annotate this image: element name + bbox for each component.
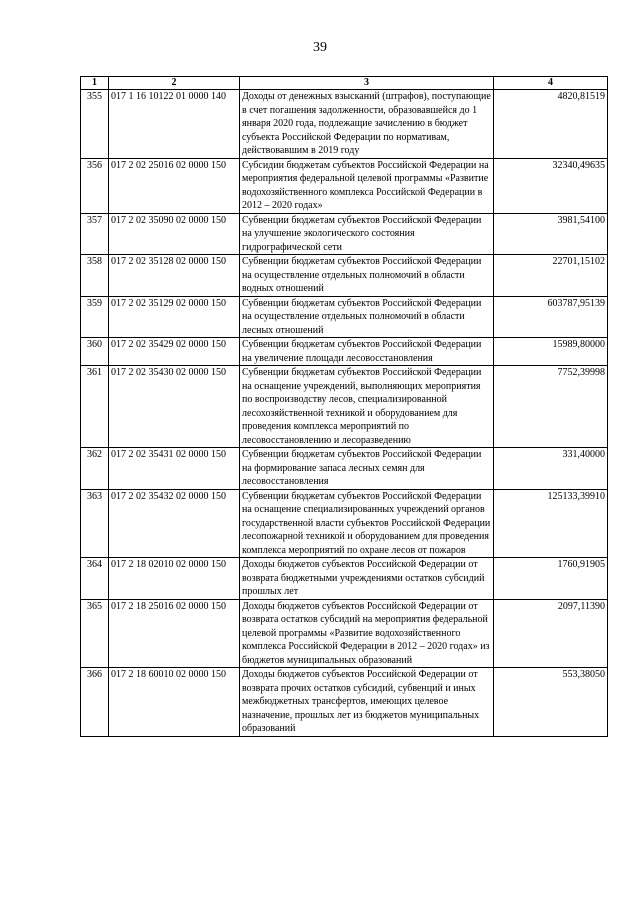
budget-code: 017 2 02 25016 02 0000 150 bbox=[109, 158, 240, 213]
budget-code: 017 2 02 35090 02 0000 150 bbox=[109, 213, 240, 255]
table-row bbox=[81, 213, 608, 255]
row-number: 358 bbox=[81, 255, 109, 297]
row-number: 357 bbox=[81, 213, 109, 255]
income-name: Субвенции бюджетам субъектов Российской Федерации на формирование запаса лесных семян для лесовосстановления bbox=[240, 448, 494, 490]
budget-code: 017 2 02 35432 02 0000 150 bbox=[109, 489, 240, 558]
row-number: 364 bbox=[81, 558, 109, 600]
budget-code: 017 2 18 02010 02 0000 150 bbox=[109, 558, 240, 600]
column-header: 1 bbox=[81, 77, 109, 90]
table-row bbox=[81, 489, 608, 558]
income-name: Субсидии бюджетам субъектов Российской Федерации на мероприятия федеральной целевой программы «Развитие водохозяйственного комплекса Российской Федерации в 2012 – 2020 годах» bbox=[240, 158, 494, 213]
budget-code: 017 1 16 10122 01 0000 140 bbox=[109, 90, 240, 159]
amount: 1760,91905 bbox=[494, 558, 608, 600]
column-header: 3 bbox=[240, 77, 494, 90]
income-name: Субвенции бюджетам субъектов Российской Федерации на осуществление отдельных полномочий в области лесных отношений bbox=[240, 296, 494, 338]
budget-code: 017 2 02 35429 02 0000 150 bbox=[109, 338, 240, 366]
budget-code: 017 2 02 35128 02 0000 150 bbox=[109, 255, 240, 297]
income-name: Доходы бюджетов субъектов Российской Федерации от возврата остатков субсидий на мероприятия федеральной целевой программы «Развитие водохозяйственного комплекса Российской Федерации в 2012 – 2020 годах» из бюджетов муниципальных образований bbox=[240, 599, 494, 668]
budget-table bbox=[80, 76, 608, 737]
table-row bbox=[81, 338, 608, 366]
row-number: 359 bbox=[81, 296, 109, 338]
income-name: Субвенции бюджетам субъектов Российской Федерации на оснащение учреждений, выполняющих мероприятия по воспроизводству лесов, специализированной лесохозяйственной техникой и оборудованием для проведения комплекса мероприятий по лесовосстановлению и лесоразведению bbox=[240, 366, 494, 448]
amount: 22701,15102 bbox=[494, 255, 608, 297]
budget-code: 017 2 02 35430 02 0000 150 bbox=[109, 366, 240, 448]
row-number: 366 bbox=[81, 668, 109, 737]
amount: 553,38050 bbox=[494, 668, 608, 737]
income-name: Доходы бюджетов субъектов Российской Федерации от возврата бюджетными учреждениями остатков субсидий прошлых лет bbox=[240, 558, 494, 600]
page-number: 39 bbox=[313, 40, 327, 55]
amount: 32340,49635 bbox=[494, 158, 608, 213]
amount: 603787,95139 bbox=[494, 296, 608, 338]
column-header: 4 bbox=[494, 77, 608, 90]
row-number: 361 bbox=[81, 366, 109, 448]
row-number: 363 bbox=[81, 489, 109, 558]
table-row bbox=[81, 158, 608, 213]
income-name: Доходы бюджетов субъектов Российской Федерации от возврата прочих остатков субсидий, субвенций и иных межбюджетных трансфертов, имеющих целевое назначение, прошлых лет из бюджетов муниципальных образований bbox=[240, 668, 494, 737]
table-row bbox=[81, 599, 608, 668]
budget-code: 017 2 02 35431 02 0000 150 bbox=[109, 448, 240, 490]
budget-code: 017 2 18 25016 02 0000 150 bbox=[109, 599, 240, 668]
income-name: Субвенции бюджетам субъектов Российской Федерации на улучшение экологического состояния гидрографической сети bbox=[240, 213, 494, 255]
row-number: 362 bbox=[81, 448, 109, 490]
amount: 2097,11390 bbox=[494, 599, 608, 668]
table-row bbox=[81, 448, 608, 490]
row-number: 365 bbox=[81, 599, 109, 668]
table-row bbox=[81, 296, 608, 338]
income-name: Субвенции бюджетам субъектов Российской Федерации на осуществление отдельных полномочий в области водных отношений bbox=[240, 255, 494, 297]
table-row bbox=[81, 255, 608, 297]
row-number: 356 bbox=[81, 158, 109, 213]
budget-code: 017 2 18 60010 02 0000 150 bbox=[109, 668, 240, 737]
table-row bbox=[81, 366, 608, 448]
amount: 331,40000 bbox=[494, 448, 608, 490]
amount: 4820,81519 bbox=[494, 90, 608, 159]
row-number: 360 bbox=[81, 338, 109, 366]
table-row bbox=[81, 558, 608, 600]
header-row bbox=[81, 77, 608, 90]
table-row bbox=[81, 668, 608, 737]
amount: 15989,80000 bbox=[494, 338, 608, 366]
income-name: Доходы от денежных взысканий (штрафов), поступающие в счет погашения задолженности, образовавшейся до 1 января 2020 года, подлежащие зачислению в бюджет субъекта Российской Федерации по нормативам, действовавшим в 2019 году bbox=[240, 90, 494, 159]
row-number: 355 bbox=[81, 90, 109, 159]
budget-code: 017 2 02 35129 02 0000 150 bbox=[109, 296, 240, 338]
column-header: 2 bbox=[109, 77, 240, 90]
table-row bbox=[81, 90, 608, 159]
amount: 125133,39910 bbox=[494, 489, 608, 558]
income-name: Субвенции бюджетам субъектов Российской Федерации на увеличение площади лесовосстановления bbox=[240, 338, 494, 366]
amount: 7752,39998 bbox=[494, 366, 608, 448]
income-name: Субвенции бюджетам субъектов Российской Федерации на оснащение специализированных учреждений органов государственной власти субъектов Российской Федерации лесопожарной техникой и оборудованием для проведения комплекса мероприятий по охране лесов от пожаров bbox=[240, 489, 494, 558]
amount: 3981,54100 bbox=[494, 213, 608, 255]
